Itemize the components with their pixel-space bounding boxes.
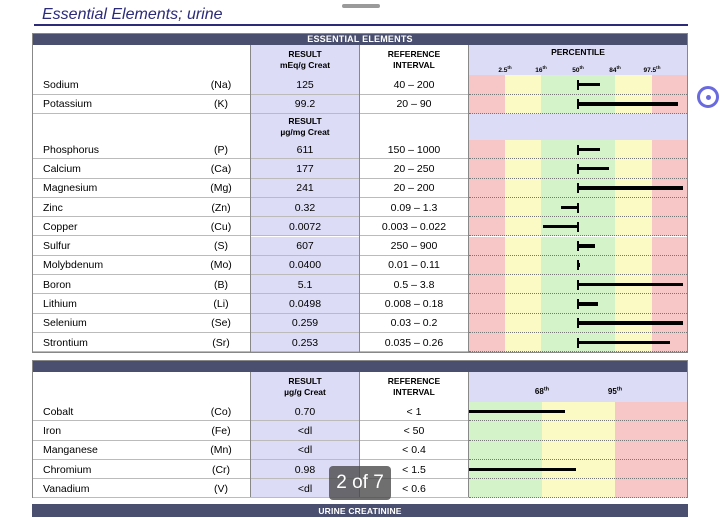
percentile-zone <box>469 198 505 217</box>
percentile-zone <box>505 179 541 198</box>
element-symbol: (Zn) <box>211 201 231 214</box>
percentile-bar <box>561 206 578 210</box>
percentile-graph <box>469 75 687 95</box>
percentile-zone <box>615 256 652 275</box>
percentile-zone <box>542 479 615 498</box>
percentile-header-label: PERCENTILE <box>551 47 605 57</box>
percentile-graph <box>469 314 687 333</box>
table-row <box>33 402 687 421</box>
element-result: 0.0498 <box>251 294 359 313</box>
element-name: Zinc <box>43 201 63 214</box>
element-symbol: (Co) <box>210 405 232 418</box>
element-name: Copper <box>43 220 78 233</box>
percentile-header <box>469 45 687 75</box>
element-reference: 0.5 – 3.8 <box>393 278 435 291</box>
percentile-zone <box>469 479 542 498</box>
row-divider <box>33 351 469 352</box>
element-name: Chromium <box>43 463 92 476</box>
accessibility-icon[interactable] <box>697 86 719 108</box>
col-divider <box>250 372 251 497</box>
essential-elements-table <box>32 33 688 353</box>
percentile-graph <box>469 479 687 498</box>
element-reference: < 1.5 <box>402 463 426 476</box>
percentile-graph <box>469 421 687 440</box>
table-row <box>33 441 687 460</box>
percentile-bar <box>578 102 678 106</box>
median-mark <box>577 338 579 348</box>
median-mark <box>577 80 579 90</box>
element-result: 0.98 <box>251 460 359 479</box>
percentile-zone <box>615 217 652 236</box>
element-symbol: (Li) <box>213 298 229 311</box>
tick-2-5: 2.5th <box>498 64 512 74</box>
percentile-zone <box>469 256 505 275</box>
element-result: 125 <box>251 75 359 95</box>
result-header-unit: mEq/g Creat <box>279 60 331 70</box>
element-reference: < 0.6 <box>402 482 426 495</box>
percentile-graph <box>469 402 687 421</box>
reference-header-3 <box>360 372 468 402</box>
element-result: 99.2 <box>251 95 359 115</box>
percentile-bar <box>578 321 683 325</box>
percentile-zone <box>542 421 615 440</box>
element-name: Manganese <box>43 444 98 457</box>
element-result: 0.0072 <box>251 217 359 236</box>
tick-50: 50th <box>572 64 584 74</box>
percentile-graph <box>469 333 687 352</box>
page-indicator: 2 of 7 <box>329 466 391 500</box>
percentile-header-3 <box>469 372 687 402</box>
median-mark <box>577 164 579 174</box>
percentile-graph <box>469 256 687 275</box>
element-reference: 0.01 – 0.11 <box>388 259 440 272</box>
percentile-bar <box>578 83 600 87</box>
median-mark <box>577 203 579 213</box>
tick-16: 16th <box>535 64 547 74</box>
element-name: Strontium <box>43 336 88 349</box>
median-mark <box>577 99 579 109</box>
element-symbol: (Se) <box>211 317 231 330</box>
element-reference: 250 – 900 <box>390 240 438 253</box>
element-reference: 0.003 – 0.022 <box>381 220 447 233</box>
title-rule <box>34 24 688 26</box>
result-header-3-label: RESULT <box>288 376 322 386</box>
element-result: 241 <box>251 179 359 198</box>
table-row <box>33 333 687 352</box>
percentile-zone <box>469 314 505 333</box>
table-band: ESSENTIAL ELEMENTS <box>33 34 687 45</box>
element-reference: 0.008 – 0.18 <box>384 298 444 311</box>
percentile-bar <box>469 468 576 472</box>
percentile-zone <box>469 75 505 95</box>
col-divider <box>468 372 469 497</box>
element-name: Calcium <box>43 162 81 175</box>
result-header-2-unit: µg/mg Creat <box>280 127 330 137</box>
urine-creatinine-band: URINE CREATININE <box>32 504 688 517</box>
element-symbol: (Mg) <box>210 182 232 195</box>
percentile-bar <box>469 410 565 414</box>
reference-header-3-label: REFERENCE <box>387 376 441 386</box>
element-symbol: (K) <box>214 98 228 111</box>
percentile-zone <box>615 402 687 421</box>
percentile-bar <box>578 341 670 345</box>
element-reference: 40 – 200 <box>393 78 435 91</box>
element-reference: < 50 <box>403 424 425 437</box>
drag-handle[interactable] <box>342 4 380 8</box>
median-mark <box>577 318 579 328</box>
row-separator <box>469 351 687 352</box>
element-symbol: (Cr) <box>211 463 231 476</box>
element-name: Boron <box>43 278 72 291</box>
percentile-zone <box>469 275 505 294</box>
table-row <box>33 294 687 313</box>
percentile-zone <box>542 441 615 460</box>
percentile-graph <box>469 95 687 115</box>
percentile-bar <box>578 283 683 287</box>
percentile-zone <box>615 198 652 217</box>
percentile-bar <box>578 302 598 306</box>
result-header-label: RESULT <box>288 49 322 59</box>
element-symbol: (Mo) <box>210 259 232 272</box>
element-symbol: (Ca) <box>210 162 232 175</box>
table-row <box>33 198 687 217</box>
row-divider <box>33 497 469 498</box>
table-row <box>33 179 687 198</box>
element-symbol: (Mn) <box>210 444 232 457</box>
element-reference: < 1 <box>406 405 422 418</box>
percentile-zone <box>505 140 541 159</box>
element-symbol: (S) <box>214 240 228 253</box>
percentile-zone <box>505 275 541 294</box>
result-header-3 <box>251 372 359 402</box>
percentile-zone <box>652 217 687 236</box>
percentile-zone <box>505 237 541 256</box>
reference-header-sub: INTERVAL <box>393 60 435 70</box>
element-name: Iron <box>43 424 62 437</box>
row-separator <box>469 497 687 498</box>
percentile-graph <box>469 460 687 479</box>
percentile-graph <box>469 140 687 159</box>
element-symbol: (V) <box>214 482 228 495</box>
element-result: 607 <box>251 237 359 256</box>
element-reference: 0.03 – 0.2 <box>390 317 438 330</box>
median-mark <box>577 241 579 251</box>
percentile-zone <box>469 237 505 256</box>
element-result: <dl <box>251 421 359 440</box>
percentile-zone <box>469 294 505 313</box>
percentile-graph <box>469 198 687 217</box>
percentile-zone <box>652 237 687 256</box>
element-name: Phosphorus <box>43 143 100 156</box>
element-name: Sodium <box>43 78 79 91</box>
percentile-zone <box>652 256 687 275</box>
percentile-zone <box>652 75 687 95</box>
percentile-zone <box>615 75 652 95</box>
table-row <box>33 275 687 294</box>
median-mark <box>577 260 579 270</box>
percentile-zone <box>505 198 541 217</box>
reference-header-3-sub: INTERVAL <box>393 387 435 397</box>
percentile-zone <box>652 198 687 217</box>
element-name: Sulfur <box>43 240 71 253</box>
percentile-zone <box>469 159 505 178</box>
percentile-zone <box>615 479 687 498</box>
element-result: 0.253 <box>251 333 359 352</box>
element-reference: 0.09 – 1.3 <box>390 201 438 214</box>
element-name: Magnesium <box>43 182 98 195</box>
element-symbol: (P) <box>214 143 228 156</box>
percentile-zone <box>469 179 505 198</box>
element-reference: < 0.4 <box>402 444 426 457</box>
element-result: 611 <box>251 140 359 159</box>
percentile-graph <box>469 441 687 460</box>
element-symbol: (B) <box>214 278 228 291</box>
element-result: 177 <box>251 159 359 178</box>
element-reference: 20 – 250 <box>393 162 435 175</box>
percentile-zone <box>505 314 541 333</box>
element-reference: 150 – 1000 <box>387 143 441 156</box>
percentile-bar <box>578 148 600 152</box>
element-name: Potassium <box>43 98 93 111</box>
element-symbol: (Sr) <box>212 336 230 349</box>
element-reference: 20 – 200 <box>393 182 435 195</box>
percentile-zone <box>505 333 541 352</box>
element-result: 0.259 <box>251 314 359 333</box>
table-row <box>33 256 687 275</box>
percentile-zone <box>469 441 542 460</box>
table-row <box>33 140 687 159</box>
element-name: Molybdenum <box>43 259 104 272</box>
percentile-zone <box>615 294 652 313</box>
page-title: Essential Elements; urine <box>42 6 223 23</box>
result-header-2-label: RESULT <box>288 116 322 126</box>
percentile-zone <box>505 256 541 275</box>
tick-97-5: 97.5th <box>643 64 661 74</box>
percentile-zone <box>652 294 687 313</box>
col-divider <box>359 45 360 352</box>
col-divider <box>250 45 251 352</box>
element-result: 0.70 <box>251 402 359 421</box>
percentile-zone <box>469 333 505 352</box>
percentile-zone <box>505 75 541 95</box>
percentile-zone <box>615 460 687 479</box>
element-name: Lithium <box>43 298 77 311</box>
percentile-bar <box>543 225 578 229</box>
percentile-graph <box>469 294 687 313</box>
percentile-graph <box>469 159 687 178</box>
table-row <box>33 75 687 95</box>
median-mark <box>577 299 579 309</box>
median-mark <box>577 183 579 193</box>
percentile-zone <box>469 421 542 440</box>
table2-band <box>33 361 687 372</box>
percentile-zone <box>469 217 505 236</box>
median-mark <box>577 222 579 232</box>
percentile-zone <box>505 294 541 313</box>
element-result: 0.32 <box>251 198 359 217</box>
table-row <box>33 421 687 440</box>
percentile-zone <box>652 140 687 159</box>
result-header <box>251 45 359 75</box>
tick-95: 95th <box>607 386 623 396</box>
percentile-zone <box>505 95 541 115</box>
percentile-zone <box>505 159 541 178</box>
element-result: <dl <box>251 441 359 460</box>
percentile-zone <box>615 140 652 159</box>
median-mark <box>577 145 579 155</box>
element-name: Vanadium <box>43 482 90 495</box>
percentile-graph <box>469 237 687 256</box>
percentile-graph <box>469 217 687 236</box>
percentile-bar <box>578 167 609 171</box>
percentile-zone <box>505 217 541 236</box>
percentile-graph <box>469 275 687 294</box>
element-symbol: (Cu) <box>210 220 232 233</box>
element-name: Cobalt <box>43 405 74 418</box>
percentile-zone <box>652 159 687 178</box>
table-row <box>33 159 687 178</box>
percentile-zone <box>615 441 687 460</box>
element-result: 5.1 <box>251 275 359 294</box>
tick-68: 68th <box>534 386 550 396</box>
percentile-zone <box>469 140 505 159</box>
tick-84: 84th <box>609 64 621 74</box>
element-symbol: (Na) <box>210 78 232 91</box>
percentile-zone <box>615 237 652 256</box>
result-header-2 <box>251 114 359 140</box>
percentile-zone <box>615 421 687 440</box>
result-header-3-unit: µg/g Creat <box>284 387 326 397</box>
element-reference: 0.035 – 0.26 <box>384 336 444 349</box>
table-row <box>33 95 687 115</box>
percentile-bar <box>578 244 595 248</box>
col-divider <box>468 45 469 352</box>
percentile-zone <box>615 159 652 178</box>
element-name: Selenium <box>43 317 87 330</box>
element-symbol: (Fe) <box>211 424 231 437</box>
percentile-zone <box>469 95 505 115</box>
percentile-bar <box>578 186 683 190</box>
percentile-header-2 <box>469 114 687 140</box>
median-mark <box>577 280 579 290</box>
reference-header <box>360 45 468 75</box>
table-row <box>33 237 687 256</box>
percentile-graph <box>469 179 687 198</box>
element-result: 0.0400 <box>251 256 359 275</box>
table-row <box>33 314 687 333</box>
element-reference: 20 – 90 <box>396 98 432 111</box>
table-row <box>33 217 687 236</box>
element-result: <dl <box>251 479 359 498</box>
reference-header-label: REFERENCE <box>387 49 441 59</box>
